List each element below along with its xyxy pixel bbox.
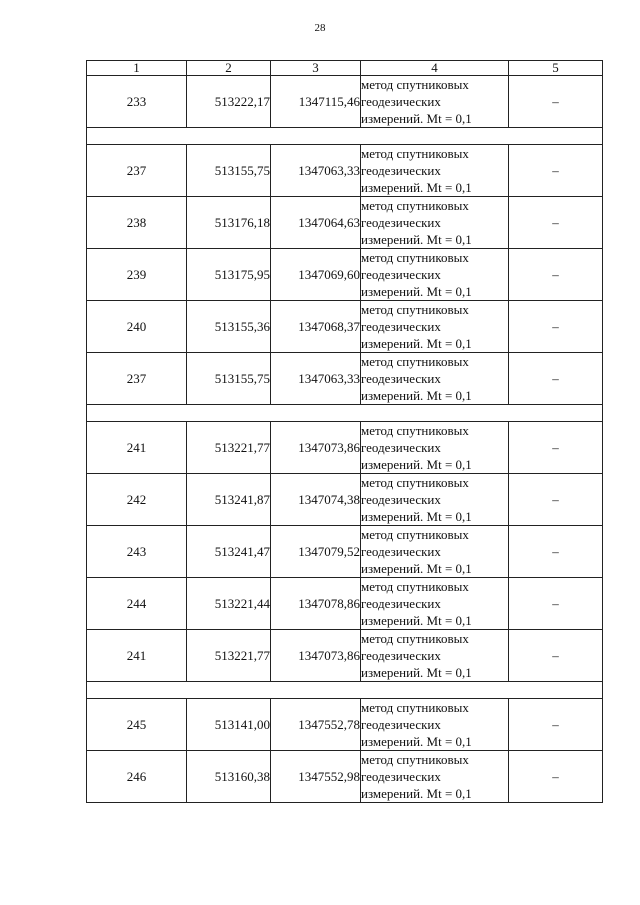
table-row: [87, 249, 603, 301]
method-line: измерений. Mt = 0,1: [361, 388, 472, 403]
x-coordinate-cell: 513155,75: [187, 145, 271, 197]
method-line: геодезических: [361, 215, 441, 230]
description-cell: –: [509, 422, 603, 474]
description-cell: –: [509, 353, 603, 405]
header-col-2: 2: [187, 61, 271, 76]
method-cell: [361, 353, 509, 405]
description-cell: –: [509, 301, 603, 353]
x-coordinate-cell: 513241,47: [187, 526, 271, 578]
table-row: [87, 699, 603, 751]
point-number-cell: 238: [87, 197, 187, 249]
method-line: геодезических: [361, 94, 441, 109]
table-row: [87, 301, 603, 353]
point-number-cell: 240: [87, 301, 187, 353]
table-header-row: [87, 61, 603, 76]
group-separator-row: [87, 128, 603, 145]
y-coordinate-cell: 1347074,38: [271, 474, 361, 526]
table-body: [87, 76, 603, 803]
y-coordinate-cell: 1347073,86: [271, 422, 361, 474]
method-line: измерений. Mt = 0,1: [361, 284, 472, 299]
x-coordinate-cell: 513241,87: [187, 474, 271, 526]
method-line: геодезических: [361, 648, 441, 663]
header-col-5: 5: [509, 61, 603, 76]
method-cell: [361, 249, 509, 301]
y-coordinate-cell: 1347063,33: [271, 353, 361, 405]
point-number-cell: 241: [87, 630, 187, 682]
coordinates-table: [86, 60, 603, 803]
method-line: измерений. Mt = 0,1: [361, 786, 472, 801]
group-separator-row: [87, 405, 603, 422]
x-coordinate-cell: 513221,44: [187, 578, 271, 630]
point-number-cell: 246: [87, 751, 187, 803]
y-coordinate-cell: 1347078,86: [271, 578, 361, 630]
description-cell: –: [509, 145, 603, 197]
point-number-cell: 242: [87, 474, 187, 526]
method-line: геодезических: [361, 371, 441, 386]
method-line: метод спутниковых: [361, 700, 469, 715]
method-cell: [361, 422, 509, 474]
description-cell: –: [509, 249, 603, 301]
method-cell: [361, 145, 509, 197]
method-line: метод спутниковых: [361, 198, 469, 213]
group-separator-row: [87, 682, 603, 699]
page-number: 28: [314, 22, 326, 34]
method-line: метод спутниковых: [361, 631, 469, 646]
method-line: измерений. Mt = 0,1: [361, 457, 472, 472]
method-cell: [361, 630, 509, 682]
method-line: измерений. Mt = 0,1: [361, 509, 472, 524]
point-number-cell: 237: [87, 353, 187, 405]
method-cell: [361, 301, 509, 353]
method-cell: [361, 699, 509, 751]
point-number-cell: 245: [87, 699, 187, 751]
table-row: [87, 145, 603, 197]
method-line: измерений. Mt = 0,1: [361, 336, 472, 351]
method-line: метод спутниковых: [361, 302, 469, 317]
y-coordinate-cell: 1347064,63: [271, 197, 361, 249]
x-coordinate-cell: 513221,77: [187, 630, 271, 682]
method-cell: [361, 578, 509, 630]
table-row: [87, 526, 603, 578]
method-line: измерений. Mt = 0,1: [361, 613, 472, 628]
y-coordinate-cell: 1347068,37: [271, 301, 361, 353]
method-cell: [361, 197, 509, 249]
description-cell: –: [509, 197, 603, 249]
method-line: метод спутниковых: [361, 752, 469, 767]
y-coordinate-cell: 1347079,52: [271, 526, 361, 578]
table-row: [87, 578, 603, 630]
header-col-3: 3: [271, 61, 361, 76]
y-coordinate-cell: 1347073,86: [271, 630, 361, 682]
table-row: [87, 197, 603, 249]
separator-cell: [87, 682, 603, 699]
y-coordinate-cell: 1347115,46: [271, 76, 361, 128]
header-col-1: 1: [87, 61, 187, 76]
method-line: метод спутниковых: [361, 146, 469, 161]
method-line: измерений. Mt = 0,1: [361, 111, 472, 126]
point-number-cell: 241: [87, 422, 187, 474]
x-coordinate-cell: 513222,17: [187, 76, 271, 128]
method-line: метод спутниковых: [361, 250, 469, 265]
x-coordinate-cell: 513155,75: [187, 353, 271, 405]
method-line: геодезических: [361, 717, 441, 732]
description-cell: –: [509, 526, 603, 578]
method-line: метод спутниковых: [361, 527, 469, 542]
x-coordinate-cell: 513155,36: [187, 301, 271, 353]
separator-cell: [87, 405, 603, 422]
method-line: геодезических: [361, 544, 441, 559]
description-cell: –: [509, 76, 603, 128]
method-line: геодезических: [361, 163, 441, 178]
method-line: геодезических: [361, 267, 441, 282]
method-cell: [361, 474, 509, 526]
table-row: [87, 76, 603, 128]
x-coordinate-cell: 513141,00: [187, 699, 271, 751]
description-cell: –: [509, 578, 603, 630]
description-cell: –: [509, 474, 603, 526]
header-col-4: 4: [361, 61, 509, 76]
y-coordinate-cell: 1347552,98: [271, 751, 361, 803]
method-line: измерений. Mt = 0,1: [361, 561, 472, 576]
description-cell: –: [509, 630, 603, 682]
method-line: измерений. Mt = 0,1: [361, 180, 472, 195]
table-row: [87, 751, 603, 803]
method-line: измерений. Mt = 0,1: [361, 232, 472, 247]
point-number-cell: 244: [87, 578, 187, 630]
y-coordinate-cell: 1347552,78: [271, 699, 361, 751]
method-line: метод спутниковых: [361, 77, 469, 92]
point-number-cell: 237: [87, 145, 187, 197]
table-row: [87, 353, 603, 405]
method-line: метод спутниковых: [361, 475, 469, 490]
x-coordinate-cell: 513175,95: [187, 249, 271, 301]
method-cell: [361, 526, 509, 578]
table-row: [87, 474, 603, 526]
method-line: измерений. Mt = 0,1: [361, 665, 472, 680]
method-line: метод спутниковых: [361, 579, 469, 594]
y-coordinate-cell: 1347069,60: [271, 249, 361, 301]
point-number-cell: 239: [87, 249, 187, 301]
y-coordinate-cell: 1347063,33: [271, 145, 361, 197]
table-row: [87, 422, 603, 474]
point-number-cell: 243: [87, 526, 187, 578]
method-line: геодезических: [361, 492, 441, 507]
method-line: метод спутниковых: [361, 423, 469, 438]
method-cell: [361, 76, 509, 128]
description-cell: –: [509, 699, 603, 751]
description-cell: –: [509, 751, 603, 803]
method-line: геодезических: [361, 596, 441, 611]
point-number-cell: 233: [87, 76, 187, 128]
x-coordinate-cell: 513221,77: [187, 422, 271, 474]
method-line: геодезических: [361, 769, 441, 784]
table-row: [87, 630, 603, 682]
method-line: метод спутниковых: [361, 354, 469, 369]
method-line: геодезических: [361, 319, 441, 334]
method-line: геодезических: [361, 440, 441, 455]
x-coordinate-cell: 513176,18: [187, 197, 271, 249]
separator-cell: [87, 128, 603, 145]
x-coordinate-cell: 513160,38: [187, 751, 271, 803]
method-cell: [361, 751, 509, 803]
method-line: измерений. Mt = 0,1: [361, 734, 472, 749]
